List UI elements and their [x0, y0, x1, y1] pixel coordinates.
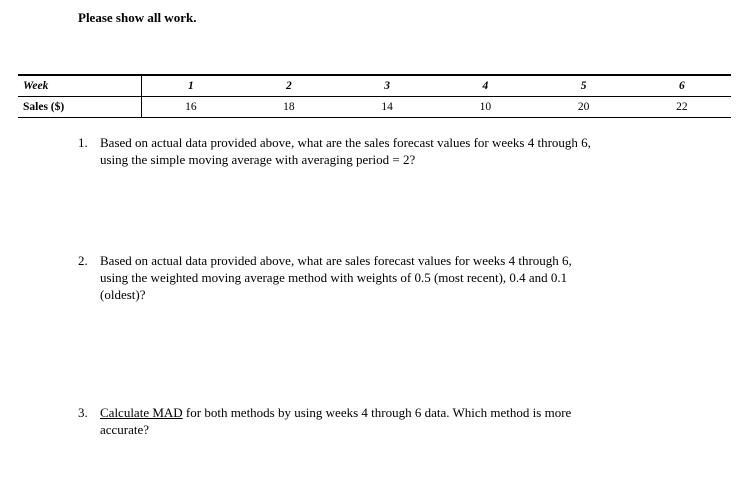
sales-row [18, 97, 731, 118]
sales-cell: 20 [577, 101, 590, 113]
underlined-term: Calculate MAD [100, 405, 183, 420]
sales-table [18, 74, 731, 118]
sales-header: Sales ($) [18, 97, 142, 118]
question-text: Based on actual data provided above, what are sales forecast values for weeks 4 through 6, using the weighted moving average method with weights of 0.5 (most recent), 0.4 and 0.1 (oldest)? [100, 253, 572, 302]
week-cell: 4 [436, 75, 534, 97]
question-text: Based on actual data provided above, what are the sales forecast values for weeks 4 through 6, using the simple moving average with averaging period = 2? [100, 135, 591, 167]
question-2 [78, 252, 598, 303]
week-cell: 3 [338, 75, 436, 97]
sales-cell: 16 [185, 101, 197, 113]
sales-cell: 10 [479, 101, 492, 113]
question-1 [78, 134, 598, 168]
question-number: 2. [78, 253, 88, 268]
question-number: 1. [78, 135, 88, 150]
week-cell: 1 [142, 75, 240, 97]
sales-cell: 14 [381, 101, 393, 113]
week-cell: 2 [240, 75, 338, 97]
question-text-rest: for both methods by using weeks 4 through 6 data. Which method is more accurate? [100, 405, 572, 437]
instruction-text: Please show all work. [78, 10, 197, 25]
question-text [100, 404, 598, 438]
week-cell: 6 [633, 75, 731, 97]
sales-cell: 22 [676, 101, 688, 113]
week-header: Week [18, 75, 142, 97]
question-number: 3. [78, 405, 88, 420]
sales-cell: 18 [283, 101, 295, 113]
week-row [18, 75, 731, 97]
question-3 [78, 404, 598, 438]
week-cell: 5 [535, 75, 633, 97]
